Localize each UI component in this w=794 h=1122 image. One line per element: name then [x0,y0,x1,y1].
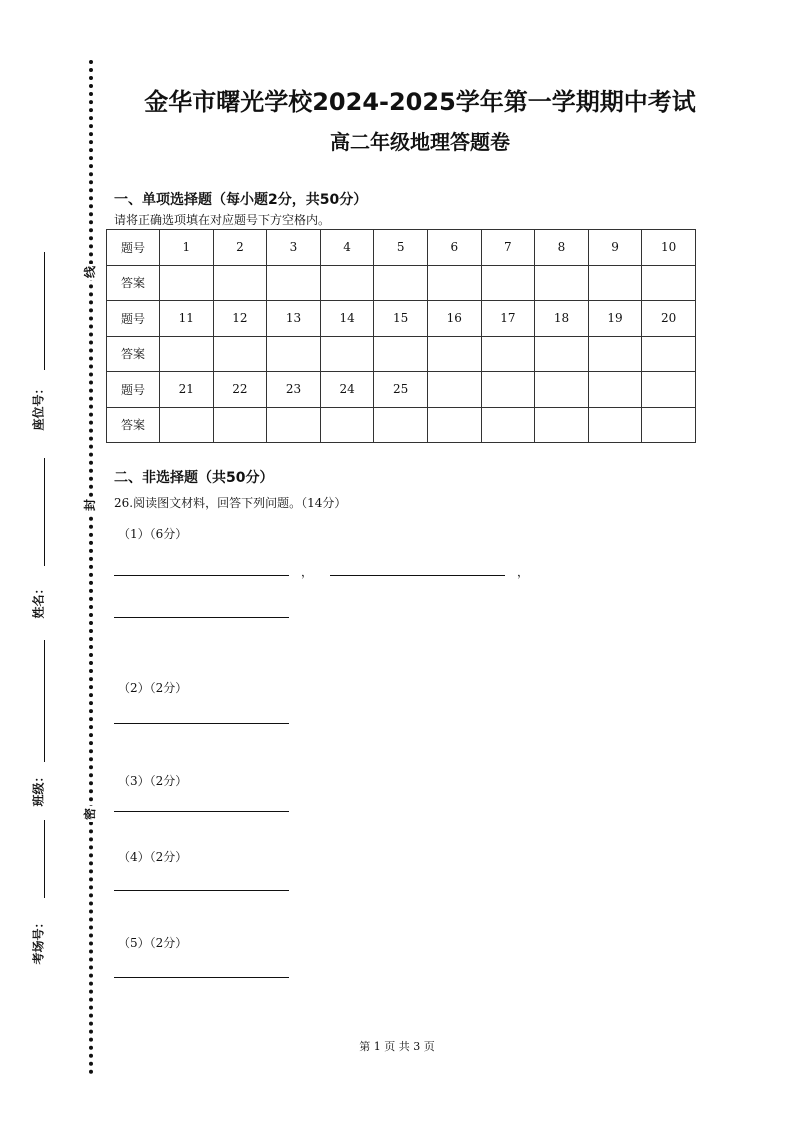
row-header-question-number: 题号 [107,230,160,266]
answer-cell[interactable] [160,265,214,301]
question-number-cell: 5 [374,230,428,266]
question-number-cell: 21 [160,372,214,408]
answer-cell[interactable] [481,407,535,443]
grid-question-row [107,301,696,337]
answer-grid [106,229,696,443]
part-3-label: （3）（2分） [118,774,188,788]
grid-answer-row [107,336,696,372]
grid-answer-row [107,265,696,301]
answer-cell[interactable] [427,336,481,372]
part-1-answer-line-1[interactable] [114,575,289,576]
question-number-cell: 7 [481,230,535,266]
binding-dotted-line [89,60,93,1075]
part-5-label: （5）（2分） [118,936,188,950]
question-26: 26.阅读图文材料，回答下列问题。（14分） [114,496,347,510]
question-number-cell: 4 [320,230,374,266]
binding-char-feng: 封 [83,499,97,512]
exam-room-line [44,820,45,898]
page-subtitle: 高二年级地理答题卷 [330,130,510,154]
seat-number-line [44,252,45,370]
question-number-cell: 10 [642,230,696,266]
question-number-cell: 11 [160,301,214,337]
binding-char-mi: 密 [83,808,97,821]
question-number-cell: 17 [481,301,535,337]
page-title: 金华市曙光学校2024-2025学年第一学期期中考试 [144,88,696,116]
question-number-cell: 18 [535,301,589,337]
part-1-answer-line-3[interactable] [114,617,289,618]
question-number-cell: 3 [267,230,321,266]
name-line [44,458,45,566]
answer-cell[interactable] [535,265,589,301]
separator-comma: ， [517,565,530,579]
question-number-cell: 20 [642,301,696,337]
grid-question-row [107,230,696,266]
question-number-cell: 1 [160,230,214,266]
answer-cell[interactable] [642,336,696,372]
page-number: 第 1 页 共 3 页 [359,1040,435,1053]
part-4-label: （4）（2分） [118,850,188,864]
binding-char-xian: 线 [83,266,97,279]
question-number-cell [427,372,481,408]
answer-cell[interactable] [374,336,428,372]
question-number-cell [535,372,589,408]
answer-cell[interactable] [320,265,374,301]
answer-cell[interactable] [588,407,642,443]
answer-cell[interactable] [320,336,374,372]
answer-cell[interactable] [374,265,428,301]
question-number-cell: 14 [320,301,374,337]
question-number-cell: 16 [427,301,481,337]
answer-cell[interactable] [535,407,589,443]
answer-cell[interactable] [267,336,321,372]
answer-cell[interactable] [642,407,696,443]
part-5-answer-line[interactable] [114,977,289,978]
answer-cell[interactable] [267,265,321,301]
question-number-cell: 19 [588,301,642,337]
question-number-cell: 24 [320,372,374,408]
row-header-answer: 答案 [107,336,160,372]
part-2-label: （2）（2分） [118,681,188,695]
class-line [44,640,45,762]
row-header-answer: 答案 [107,407,160,443]
row-header-answer: 答案 [107,265,160,301]
answer-cell[interactable] [213,336,267,372]
answer-cell[interactable] [213,265,267,301]
section1-heading: 一、单项选择题（每小题2分，共50分） [114,192,368,208]
part-2-answer-line[interactable] [114,723,289,724]
answer-cell[interactable] [535,336,589,372]
answer-cell[interactable] [588,265,642,301]
question-number-cell: 15 [374,301,428,337]
answer-cell[interactable] [160,407,214,443]
answer-cell[interactable] [160,336,214,372]
exam-room-label: 考场号： [31,916,46,965]
part-4-answer-line[interactable] [114,890,289,891]
row-header-question-number: 题号 [107,372,160,408]
answer-cell[interactable] [320,407,374,443]
part-1-label: （1）（6分） [118,527,188,541]
answer-cell[interactable] [213,407,267,443]
question-number-cell [642,372,696,408]
question-number-cell: 12 [213,301,267,337]
separator-comma: ， [301,565,314,579]
row-header-question-number: 题号 [107,301,160,337]
answer-cell[interactable] [427,407,481,443]
answer-cell[interactable] [427,265,481,301]
answer-cell[interactable] [374,407,428,443]
answer-cell[interactable] [481,265,535,301]
question-number-cell: 25 [374,372,428,408]
name-label: 姓名： [31,582,46,619]
question-number-cell: 13 [267,301,321,337]
grid-answer-row [107,407,696,443]
question-number-cell [481,372,535,408]
answer-cell[interactable] [267,407,321,443]
answer-cell[interactable] [588,336,642,372]
question-number-cell [588,372,642,408]
seat-number-label: 座位号： [31,382,46,431]
answer-cell[interactable] [481,336,535,372]
part-1-answer-line-2[interactable] [330,575,505,576]
question-number-cell: 23 [267,372,321,408]
question-number-cell: 6 [427,230,481,266]
grid-question-row [107,372,696,408]
question-number-cell: 8 [535,230,589,266]
class-label: 班级： [31,770,46,807]
question-number-cell: 22 [213,372,267,408]
section2-heading: 二、非选择题（共50分） [114,470,274,486]
answer-cell[interactable] [642,265,696,301]
section1-note: 请将正确选项填在对应题号下方空格内。 [114,213,331,227]
question-number-cell: 9 [588,230,642,266]
part-3-answer-line[interactable] [114,811,289,812]
question-number-cell: 2 [213,230,267,266]
